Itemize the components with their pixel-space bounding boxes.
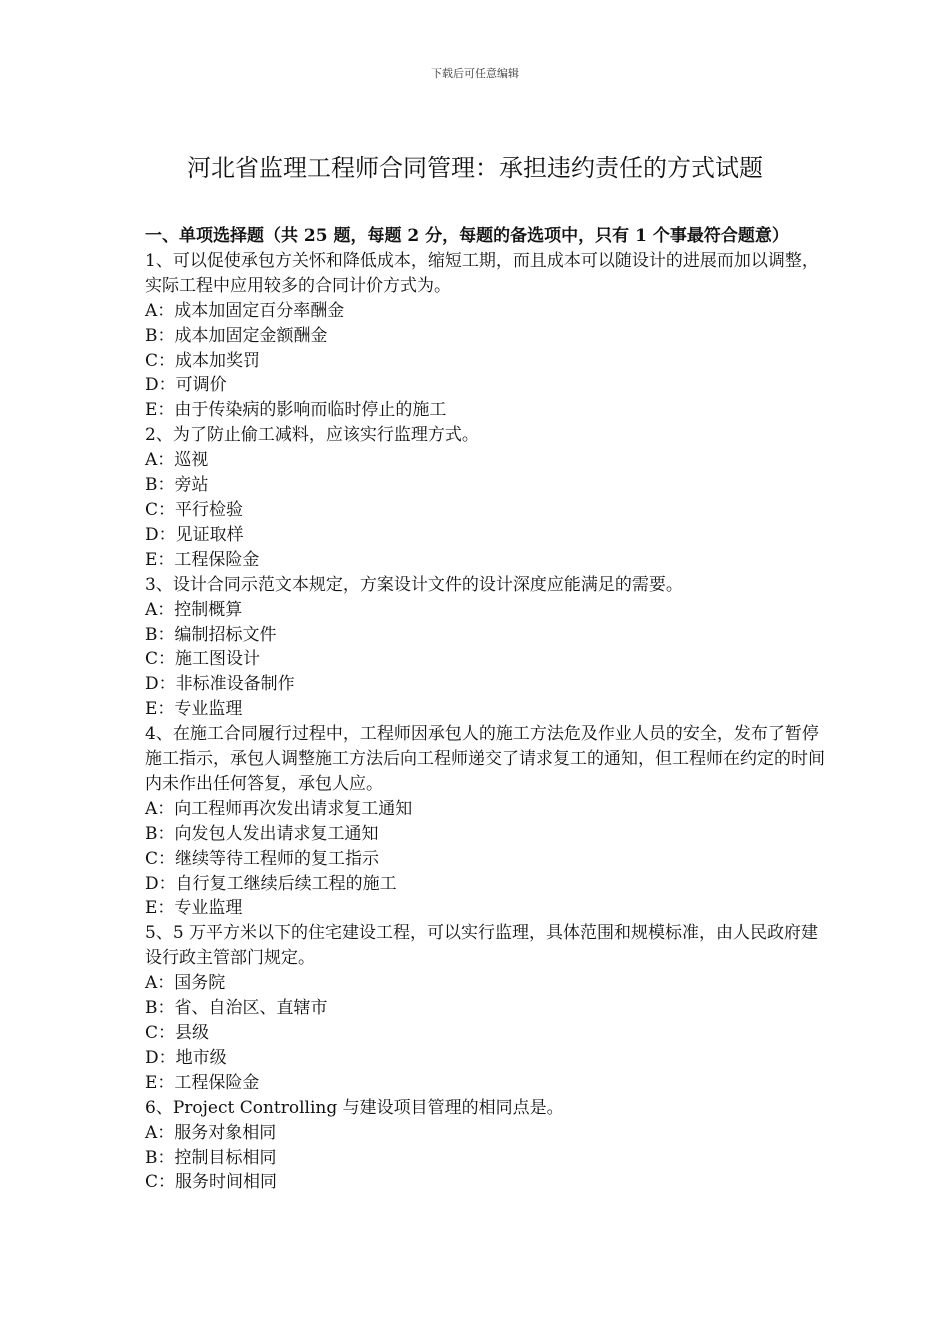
option-a: A：服务对象相同 <box>145 1122 277 1143</box>
question-text: 4、在施工合同履行过程中，工程师因承包人的施工方法危及作业人员的安全，发布了暂停施工指示，承包人调整施工方法后向工程师递交了请求复工的通知，但工程师在约定的时间内未作出任何答复，承包人应。 <box>145 724 825 794</box>
option-b: B：成本加固定金额酬金 <box>145 325 328 346</box>
document-body <box>145 224 825 1195</box>
option-c: C：成本加奖罚 <box>145 350 261 371</box>
option-d: D：见证取样 <box>145 524 244 545</box>
option-b: B：编制招标文件 <box>145 624 277 645</box>
question-5 <box>145 921 825 1095</box>
option-c: C：继续等待工程师的复工指示 <box>145 848 380 869</box>
option-b: B：省、自治区、直辖市 <box>145 998 328 1019</box>
option-a: A：向工程师再次发出请求复工通知 <box>145 798 413 819</box>
option-d: D：可调价 <box>145 375 227 396</box>
option-a: A：成本加固定百分率酬金 <box>145 300 345 321</box>
question-text: 3、设计合同示范文本规定，方案设计文件的设计深度应能满足的需要。 <box>145 574 683 595</box>
option-c: C：施工图设计 <box>145 649 261 670</box>
option-e: E：专业监理 <box>145 699 243 720</box>
question-2 <box>145 423 825 572</box>
option-a: A：巡视 <box>145 450 209 471</box>
question-text: 1、可以促使承包方关怀和降低成本，缩短工期，而且成本可以随设计的进展而加以调整，实际工程中应用较多的合同计价方式为。 <box>145 250 819 296</box>
option-b: B：控制目标相同 <box>145 1147 277 1168</box>
question-4 <box>145 722 825 921</box>
question-text: 2、为了防止偷工减料，应该实行监理方式。 <box>145 425 479 446</box>
option-c: C：县级 <box>145 1023 210 1043</box>
option-a: A：国务院 <box>145 973 226 994</box>
option-e: E：专业监理 <box>145 898 243 919</box>
section-heading: 一、单项选择题（共 25 题，每题 2 分，每题的备选项中，只有 1 个事最符合题意） <box>145 226 789 246</box>
option-e: E：由于传染病的影响而临时停止的施工 <box>145 400 447 421</box>
option-b: B：旁站 <box>145 475 209 496</box>
option-d: D：地市级 <box>145 1047 227 1068</box>
option-c: C：服务时间相同 <box>145 1172 278 1193</box>
option-e: E：工程保险金 <box>145 549 260 570</box>
question-text: 5、5 万平方米以下的住宅建设工程，可以实行监理，具体范围和规模标准，由人民政府建设行政主管部门规定。 <box>145 923 819 969</box>
document-title: 河北省监理工程师合同管理：承担违约责任的方式试题 <box>187 154 763 182</box>
question-text: 6、Project Controlling 与建设项目管理的相同点是。 <box>145 1097 564 1118</box>
page-header: 下载后可任意编辑 <box>431 67 519 80</box>
question-6 <box>145 1096 825 1196</box>
option-a: A：控制概算 <box>145 599 243 620</box>
option-d: D：自行复工继续后续工程的施工 <box>145 873 397 894</box>
option-d: D：非标准设备制作 <box>145 674 295 695</box>
option-c: C：平行检验 <box>145 499 244 520</box>
option-b: B：向发包人发出请求复工通知 <box>145 823 379 844</box>
question-3 <box>145 573 825 722</box>
option-e: E：工程保险金 <box>145 1072 260 1093</box>
question-1 <box>145 249 825 423</box>
